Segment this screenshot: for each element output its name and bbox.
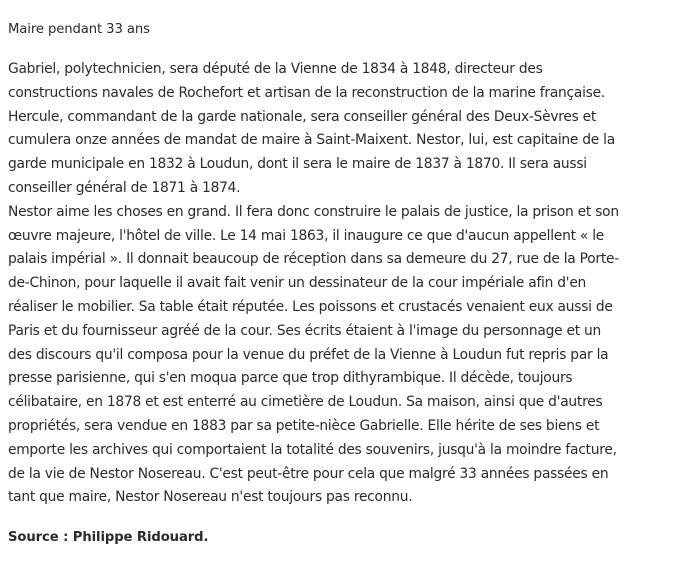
body-line: palais impérial ». Il donnait beaucoup de réception dans sa demeure du 27, rue de la Porte-: [8, 251, 619, 268]
body-line: Nestor aime les choses en grand. Il fera donc construire le palais de justice, la prison et son: [8, 203, 619, 220]
body-line: œuvre majeure, l'hôtel de ville. Le 14 mai 1863, il inaugure ce que d'aucun appellent « le: [8, 227, 605, 244]
body-line: tant que maire, Nestor Nosereau n'est toujours pas reconnu.: [8, 489, 413, 506]
body-line: garde municipale en 1832 à Loudun, dont il sera le maire de 1837 à 1870. Il sera aussi: [8, 156, 587, 173]
body-line: réaliser le mobilier. Sa table était réputée. Les poissons et crustacés venaient eux aussi de: [8, 298, 613, 315]
body-line: cumulera onze années de mandat de maire à Saint-Maixent. Nestor, lui, est capitaine de la: [8, 132, 615, 149]
body-line: constructions navales de Rochefort et artisan de la reconstruction de la marine française.: [8, 84, 605, 101]
body-line: de la vie de Nestor Nosereau. C'est peut-être pour cela que malgré 33 années passées en: [8, 465, 609, 482]
body-line: propriétés, sera vendue en 1883 par sa petite-nièce Gabrielle. Elle hérite de ses biens et: [8, 417, 600, 434]
body-line: emporte les archives qui comportaient la totalité des souvenirs, jusqu'à la moindre facture,: [8, 441, 617, 458]
source-credit: Source : Philippe Ridouard.: [8, 530, 209, 546]
body-line: conseiller général de 1871 à 1874.: [8, 179, 241, 196]
body-line: presse parisienne, qui s'en moqua parce que trop dithyrambique. Il décède, toujours: [8, 370, 573, 387]
article-body: [8, 58, 692, 510]
body-line: Paris et du fournisseur agréé de la cour. Ses écrits étaient à l'image du personnage et un: [8, 322, 602, 339]
section-heading: Maire pendant 33 ans: [8, 22, 150, 37]
body-line: Gabriel, polytechnicien, sera député de la Vienne de 1834 à 1848, directeur des: [8, 61, 543, 77]
body-line: de-Chinon, pour laquelle il avait fait venir un dessinateur de la cour impériale afin d'en: [8, 275, 587, 292]
body-line: célibataire, en 1878 et est enterré au cimetière de Loudun. Sa maison, ainsi que d'autres: [8, 394, 603, 411]
body-line: des discours qu'il composa pour la venue du préfet de la Vienne à Loudun fut repris par la: [8, 346, 609, 363]
body-line: Hercule, commandant de la garde nationale, sera conseiller général des Deux-Sèvres et: [8, 108, 597, 125]
